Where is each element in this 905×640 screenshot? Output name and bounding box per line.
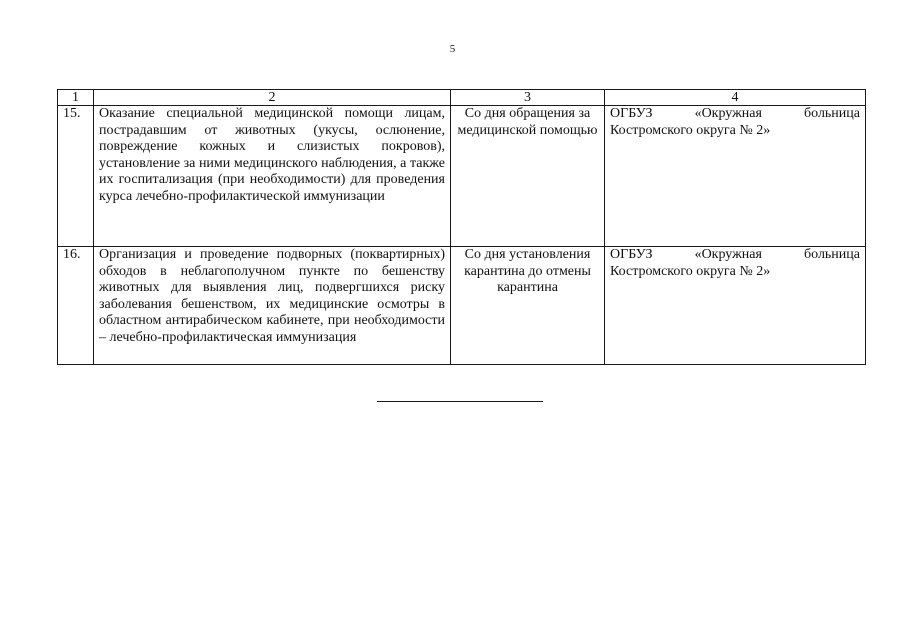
header-col-4: 4: [605, 90, 866, 106]
executor-word-3: больница: [804, 247, 860, 262]
row-term: Со дня обращения за медицинской помощью: [451, 106, 605, 247]
measures-table: [57, 89, 866, 365]
executor-line-2: Костромского округа № 2»: [610, 122, 771, 138]
executor-word-3: больница: [804, 106, 860, 121]
executor-word-2: «Окружная: [694, 106, 762, 121]
row-number: 15.: [58, 106, 94, 247]
table-row: [58, 247, 866, 365]
header-col-3: 3: [451, 90, 605, 106]
executor-word-1: ОГБУЗ: [610, 106, 653, 121]
row-executor: [605, 106, 866, 247]
executor-word-1: ОГБУЗ: [610, 247, 653, 262]
row-number: 16.: [58, 247, 94, 365]
executor-line-2: Костромского округа № 2»: [610, 263, 771, 279]
row-description: Организация и проведение подворных (поквартирных) обходов в неблагополучном пункте по бешенству животных для выявления лиц, подвергшихся риску заболевания бешенством, их медицинские осмотры в областном антирабическом кабинете, при необходимости – лечебно-профилактическая иммунизация: [94, 247, 451, 365]
end-of-document-rule: [377, 401, 543, 402]
header-col-2: 2: [94, 90, 451, 106]
header-col-1: 1: [58, 90, 94, 106]
table-header-row: [58, 90, 866, 106]
page-number: 5: [449, 43, 456, 55]
executor-word-2: «Окружная: [694, 247, 762, 262]
row-description: Оказание специальной медицинской помощи лицам, пострадавшим от животных (укусы, ослюнение, повреждение кожных и слизистых покровов), установление за ними медицинского наблюдения, а также их госпитализация (при необходимости) для проведения курса лечебно-профилактической иммунизации: [94, 106, 451, 247]
row-term: Со дня установления карантина до отмены карантина: [451, 247, 605, 365]
table-row: [58, 106, 866, 247]
executor-line-1: [610, 106, 860, 123]
executor-line-1: [610, 247, 860, 264]
row-executor: [605, 247, 866, 365]
